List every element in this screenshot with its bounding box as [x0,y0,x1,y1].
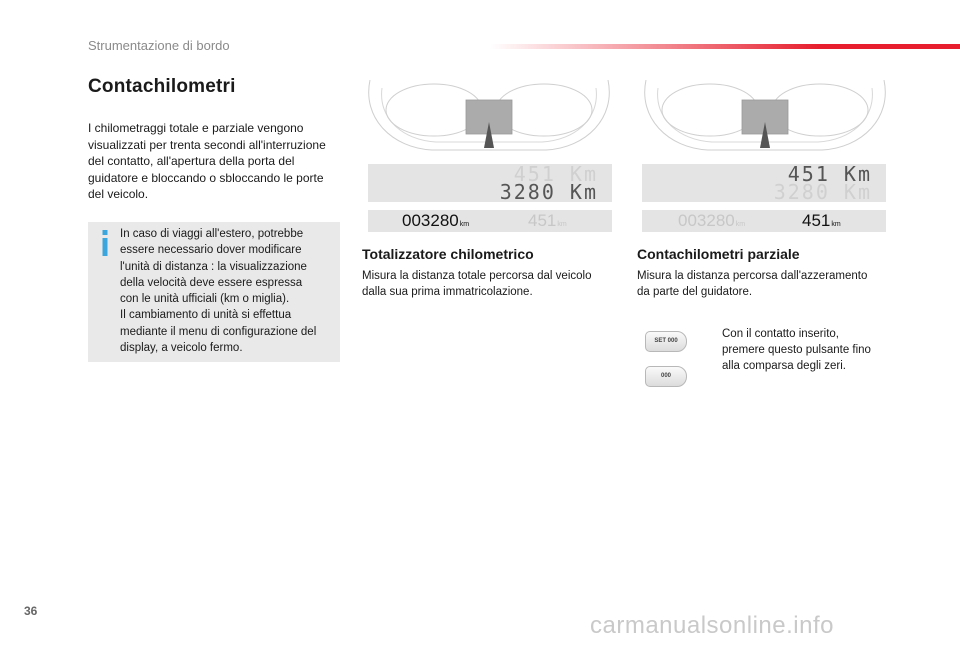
info-line: essere necessario dover modificare [120,244,302,257]
info-line: Il cambiamento di unità si effettua [120,309,292,322]
total-unit: km [459,221,470,228]
total-odometer-value [678,211,745,231]
intro-paragraph: I chilometraggi totale e parziale vengono visualizzati per trenta secondi all'interruzione del contatto, all'apertura della porta del guidatore e bloccando o sbloccando le porte del veicolo. [88,121,326,201]
info-icon [100,230,110,256]
lcd-total-line: 3280 Km [773,180,872,204]
instruction-line: Con il contatto inserito, [722,328,839,340]
total-odometer-value [402,211,469,231]
odometer-bar-right [642,210,886,232]
instrument-cluster-illustration-right [638,78,892,160]
page-number: 36 [24,604,38,618]
totalizer-description [362,268,622,300]
lcd-total-line: 3280 Km [499,180,598,204]
lcd-display-right [642,164,886,202]
trip-title: Contachilometri parziale [637,246,800,262]
trip-unit: km [557,221,567,228]
trip-odometer-value [802,211,841,231]
section-header-title: Strumentazione di bordo [88,38,230,53]
trip-line: Misura la distanza percorsa dall'azzeramento [637,270,868,282]
trip-value: 451 [528,211,557,230]
info-line: In caso di viaggi all'estero, potrebbe [120,228,304,240]
trip-description [637,268,907,300]
trip-odometer-value [528,211,567,231]
trip-line: da parte del guidatore. [637,286,753,298]
trip-unit: km [831,221,841,228]
lcd-trip-line: 451 Km [513,162,598,186]
reset-000-button[interactable]: 000 [645,366,687,387]
lcd-trip-line: 451 Km [787,162,872,186]
set-000-button[interactable]: SET 000 [645,331,687,352]
site-watermark: carmanualsonline.info [590,612,834,639]
info-line: mediante il menu di configurazione del [120,325,317,338]
instrument-cluster-illustration-left [362,78,616,160]
total-value: 003280 [402,211,459,230]
info-box [88,222,340,362]
info-text [120,226,332,356]
header-accent-bar [490,44,960,49]
info-line: della velocità deve essere espressa [120,276,303,289]
info-line: display, a veicolo fermo. [120,342,243,355]
instruction-line: premere questo pulsante fino [722,344,871,356]
lcd-display-left [368,164,612,202]
totalizer-line: dalla sua prima immatricolazione. [362,286,533,298]
trip-value: 451 [802,211,831,230]
totalizer-title: Totalizzatore chilometrico [362,246,534,262]
instruction-line: alla comparsa degli zeri. [722,360,847,372]
info-line: l'unità di distanza : la visualizzazione [120,260,307,273]
page-title: Contachilometri [88,76,236,97]
odometer-bar-left [368,210,612,232]
total-value: 003280 [678,211,735,230]
total-unit: km [735,221,746,228]
trip-instruction [722,326,892,374]
totalizer-line: Misura la distanza totale percorsa dal veicolo [362,270,592,282]
info-line: con le unità ufficiali (km o miglia). [120,293,290,306]
